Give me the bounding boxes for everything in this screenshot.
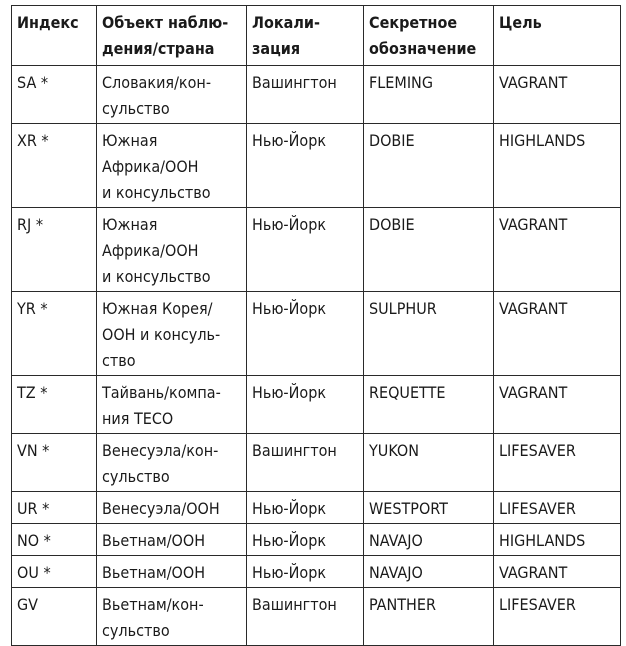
- surveillance-targets-table: [11, 5, 621, 646]
- cell-target-country: Тайвань/компа- ния ТЕСО: [97, 376, 247, 434]
- cell-target-country: Вьетнам/ООН: [97, 556, 247, 588]
- cell-index: GV: [12, 588, 97, 646]
- header-target-country: Объект наблю- дения/страна: [97, 6, 247, 66]
- cell-location: Нью-Йорк: [247, 208, 364, 292]
- header-location: Локали- зация: [247, 6, 364, 66]
- table-row: [12, 124, 621, 208]
- cell-purpose: VAGRANT: [494, 556, 621, 588]
- cell-target-country: Вьетнам/ООН: [97, 524, 247, 556]
- cell-index: OU *: [12, 556, 97, 588]
- cell-target-country: Венесуэла/ООН: [97, 492, 247, 524]
- cell-index: VN *: [12, 434, 97, 492]
- cell-purpose: LIFESAVER: [494, 588, 621, 646]
- cell-codename: WESTPORT: [364, 492, 494, 524]
- header-purpose: Цель: [494, 6, 621, 66]
- cell-location: Нью-Йорк: [247, 556, 364, 588]
- cell-index: XR *: [12, 124, 97, 208]
- cell-index: NO *: [12, 524, 97, 556]
- cell-purpose: VAGRANT: [494, 66, 621, 124]
- cell-codename: FLEMING: [364, 66, 494, 124]
- cell-location: Вашингтон: [247, 588, 364, 646]
- cell-codename: DOBIE: [364, 124, 494, 208]
- header-codename: Секретное обозначение: [364, 6, 494, 66]
- cell-codename: PANTHER: [364, 588, 494, 646]
- cell-target-country: Южная Корея/ ООН и консуль- ство: [97, 292, 247, 376]
- cell-location: Нью-Йорк: [247, 292, 364, 376]
- cell-codename: REQUETTE: [364, 376, 494, 434]
- cell-purpose: HIGHLANDS: [494, 124, 621, 208]
- cell-target-country: Южная Африка/ООН и консульство: [97, 208, 247, 292]
- cell-index: SA *: [12, 66, 97, 124]
- cell-location: Вашингтон: [247, 434, 364, 492]
- cell-target-country: Южная Африка/ООН и консульство: [97, 124, 247, 208]
- cell-index: UR *: [12, 492, 97, 524]
- table-row: [12, 292, 621, 376]
- cell-purpose: HIGHLANDS: [494, 524, 621, 556]
- cell-codename: DOBIE: [364, 208, 494, 292]
- cell-codename: NAVAJO: [364, 556, 494, 588]
- cell-index: TZ *: [12, 376, 97, 434]
- cell-index: YR *: [12, 292, 97, 376]
- table-row: [12, 208, 621, 292]
- cell-location: Нью-Йорк: [247, 492, 364, 524]
- table-row: [12, 492, 621, 524]
- cell-target-country: Вьетнам/кон- сульство: [97, 588, 247, 646]
- table-row: [12, 66, 621, 124]
- cell-target-country: Словакия/кон- сульство: [97, 66, 247, 124]
- table-header-row: [12, 6, 621, 66]
- table-row: [12, 434, 621, 492]
- header-index: Индекс: [12, 6, 97, 66]
- cell-index: RJ *: [12, 208, 97, 292]
- table-row: [12, 524, 621, 556]
- cell-purpose: LIFESAVER: [494, 492, 621, 524]
- cell-location: Нью-Йорк: [247, 524, 364, 556]
- cell-purpose: VAGRANT: [494, 208, 621, 292]
- table-row: [12, 556, 621, 588]
- cell-target-country: Венесуэла/кон- сульство: [97, 434, 247, 492]
- cell-purpose: LIFESAVER: [494, 434, 621, 492]
- cell-location: Нью-Йорк: [247, 124, 364, 208]
- cell-location: Вашингтон: [247, 66, 364, 124]
- table-row: [12, 376, 621, 434]
- table-row: [12, 588, 621, 646]
- cell-location: Нью-Йорк: [247, 376, 364, 434]
- cell-purpose: VAGRANT: [494, 376, 621, 434]
- cell-codename: NAVAJO: [364, 524, 494, 556]
- cell-codename: SULPHUR: [364, 292, 494, 376]
- cell-purpose: VAGRANT: [494, 292, 621, 376]
- cell-codename: YUKON: [364, 434, 494, 492]
